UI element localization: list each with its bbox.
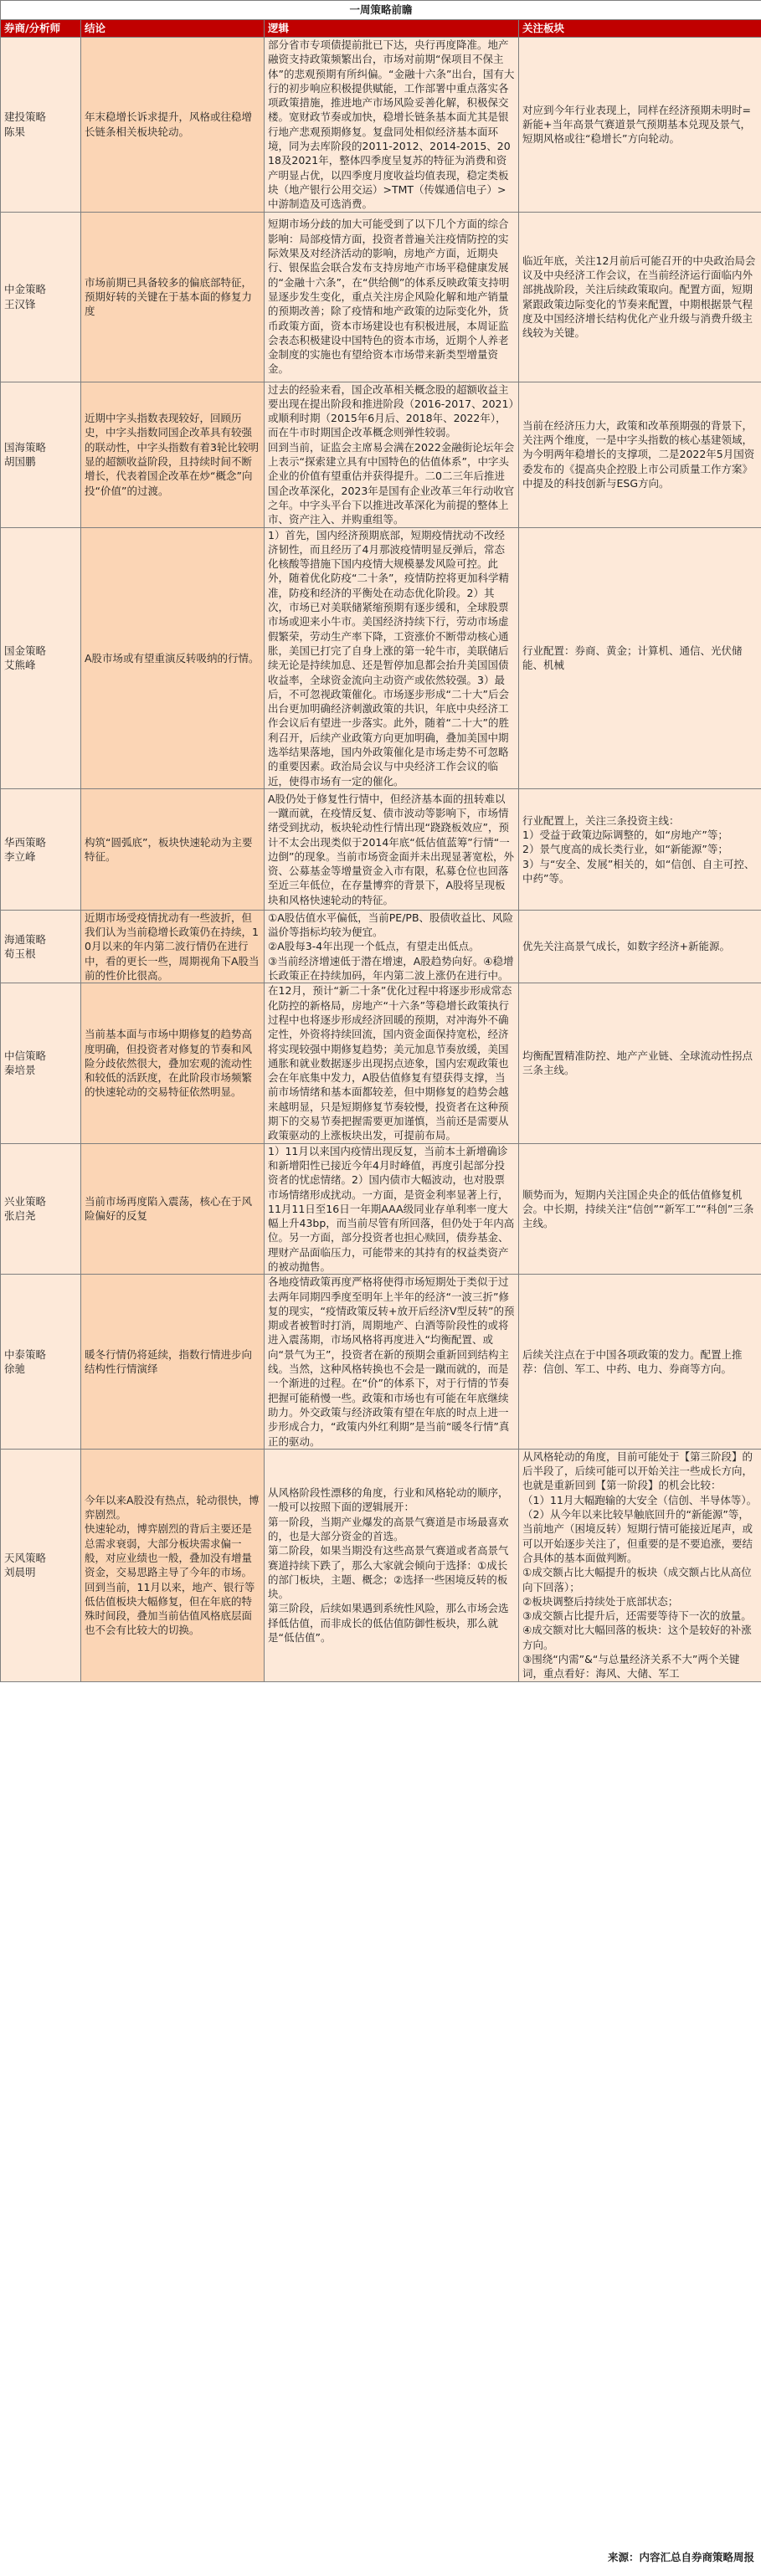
conclusion-cell (81, 38, 265, 213)
conclusion-cell (81, 382, 265, 527)
logic-cell-text: 在12月，预计“新二十条”优化过程中将逐步形成常态化防控的新格局，房地产“十六条”等稳增长政策执行过程中也将逐步形成经济回暖的预期，对冲海外不确定性，外资将持续回流，国内资金面保持宽松，经济将实现较强中期修复趋势；美元加息节奏放缓，美国通胀和就业数据逐步出现拐点迹象，国内宏观政策也会在年底集中发力，A股估值修复有望获得支撑，当前市场情绪和基本面都较差，但中期修复的趋势会越来越明显，只是短期修复节奏较慢，投资者在这种预期下的交易节奏把握需要更加谨慎，当前还是需要从政策驱动的上涨板块出发，可提前布局。 (268, 984, 512, 1142)
conclusion-cell (81, 212, 265, 382)
table-row (1, 1143, 761, 1275)
table-row (1, 788, 761, 910)
sector-cell (519, 983, 761, 1143)
logic-cell (265, 1449, 519, 1681)
logic-cell (265, 1275, 519, 1450)
conclusion-cell-text: A股市场或有望重演反转吸纳的行情。 (85, 651, 260, 665)
logic-cell-text: 1）11月以来国内疫情出现反复，当前本土新增确诊和新增阳性已接近今年4月时峰值，再度引起部分投资者的忧虑情绪。2）国内债市大幅波动，也对股票市场情绪形成扰动。一方面，是资金利率显著上行，11月11日至16日一年期AAA级同业存单利率一度大幅上升43bp，而当前尽管有所回落，但仍处于年内高位。另一方面，部分投资者也担心赎回，债券基金、理财产品面临压力，可能带来的其持有的权益类资产的被动抛售。 (268, 1144, 515, 1273)
logic-cell-text: 过去的经验来看，国企改革相关概念股的超额收益主要出现在提出阶段和推进阶段（2016-2017、2021）或顺利时期（2015年6月后、2018年、2022年），而在牛市时期国企改革概念则弹性较弱。 回到当前，证监会主席易会满在2022金融街论坛年会上表示“探索建立具有中国特色的估值体系”，中字头企业的价值有望重估并获得提升。二0二三年后推进国企改革深化，2023年是国有企业改革三年行动收官之年。中字头平台下以推进改革深化为前提的整体上市、资产注入、并购重组等。 (268, 382, 515, 526)
conclusion-cell (81, 788, 265, 910)
conclusion-cell (81, 527, 265, 788)
table-row (1, 1449, 761, 1681)
sector-cell-text: 从风格轮动的角度，目前可能处于【第三阶段】的后半段了，后续可能可以开始关注一些成长方向，也就是重新回到【第一阶段】的机会比较： （1）11月大幅跑输的大安全（信创、半导体等）。 （2）从今年以来比较早触底回升的“新能源”等，当前地产（困境反转）短期行情可能接近尾声，或可以开始逐步关注了，但重要的是不要追涨，要结合具体的基本面做判断。 ①成交额占比大幅提升的板块（成交额占比从高位向下回落）； ②板块调整后持续处于底部状态； ③成交额占比提升后，还需要等待下一次的放量。 ④成交额对比大幅回落的板块：这个是较好的补涨方向。 ③围绕“内需”&“与总量经济关系不大”两个关键词，重点看好：海风、大储、军工 (522, 1450, 758, 1681)
conclusion-cell-text: 当前市场再度陷入震荡，核心在于风险偏好的反复 (85, 1195, 253, 1223)
broker-analyst-cell-text: 天风策略 刘晨明 (4, 1551, 47, 1579)
broker-analyst-cell-text: 兴业策略 张启尧 (4, 1195, 47, 1223)
logic-cell (265, 38, 519, 213)
broker-analyst-cell-text: 华西策略 李立峰 (4, 835, 47, 863)
conclusion-cell-text: 年末稳增长诉求提升，风格或往稳增长链条相关板块轮动。 (85, 110, 253, 138)
broker-analyst-cell (1, 1449, 81, 1681)
table-title: 一周策略前瞻 (1, 1, 761, 20)
sector-cell-text: 对应到今年行业表现上，同样在经济预期未明时=新能+当年高景气赛道景气预期基本兑现及景气，短期风格或往“稳增长”方向轮动。 (522, 103, 751, 146)
conclusion-cell-text: 暖冬行情仍将延续，指数行情进步向结构性行情演绎 (85, 1347, 253, 1376)
sector-cell (519, 1275, 761, 1450)
header-sector: 关注板块 (519, 20, 761, 38)
broker-analyst-cell-text: 国海策略 胡国鹏 (4, 440, 47, 469)
sector-cell (519, 788, 761, 910)
sector-cell (519, 38, 761, 213)
conclusion-cell-text: 近期中字头指数表现较好，回顾历史，中字头指数同国企改革具有较强的联动性，中字头指数有着3轮比较明显的超额收益阶段，且持续时间不断增长，代表着国企改革在炒“概念”向投“价值”的过渡。 (85, 412, 259, 497)
logic-cell (265, 788, 519, 910)
conclusion-cell-text: 近期市场受疫情扰动有一些波折，但我们认为当前稳增长政策仍在持续，10月以来的年内第二波行情仍在进行中，看的更长一些，周期视角下A股当前的性价比很高。 (85, 911, 260, 983)
sector-cell-text: 行业配置上，关注三条投资主线： 1）受益于政策边际调整的，如“房地产”等； 2）景气度高的成长类行业，如“新能源”等； 3）与“安全、发展”相关的，如“信创、自主可控、中药”等。 (522, 813, 755, 885)
conclusion-cell (81, 983, 265, 1143)
header-org: 券商/分析师 (1, 20, 81, 38)
logic-cell-text: 1）首先，国内经济预期底部，短期疫情扰动不改经济韧性，而且经历了4月那波疫情明显反弹后，常态化核酸等措施下国内疫情大规模暴发风险可控。此外，随着优化防疫“二十条”，疫情防控将更加科学精准，防疫和经济的平衡处在动态优化阶段。2）其次，市场已对美联储紧缩预期有逐步缓和，全球股票市场或迎来小牛市。美国经济持续下行，劳动市场虚假繁荣，劳动生产率下降，工资涨价不断带动核心通胀，美国已打完了自身上涨的第一轮牛市，美联储后续无论是持续加息、还是暂停加息都会抬升美国国债收益率，全球资金流向主动资产或依然较强。3）最后，不可忽视政策催化。市场逐步形成“二十大”后会出台更加明确经济刺激政策的共识，年底中央经济工作会议后有望进一步落实。此外，随着“二十大”的胜利召开，后续产业政策方向更加明确，叠加美国中期选举结果落地，国内外政策催化是市场走势不可忽略的重要因素。政治局会议与中央经济工作会议的临近，使得市场有一定的催化。 (268, 528, 509, 788)
sector-cell (519, 212, 761, 382)
broker-analyst-cell (1, 1275, 81, 1450)
table-row (1, 38, 761, 213)
sector-cell (519, 1143, 761, 1275)
source-note: 来源：内容汇总自券商策略周报 (607, 2551, 754, 2563)
broker-analyst-cell (1, 382, 81, 527)
broker-analyst-cell (1, 983, 81, 1143)
logic-cell-text: 短期市场分歧的加大可能受到了以下几个方面的综合影响：局部疫情方面，投资者普遍关注疫情防控的实际效果及对经济活动的影响，房地产方面，近期央行、银保监会联合发布支持房地产市场平稳健康发展的“金融十六条”，在“供给侧”的体系反映政策支持明显逐步发生变化，重点关注房企风险化解和地产销量的预期改善；除了疫情和地产政策的边际变化外，货币政策方面，资本市场建设也有积极进展，本周证监会表态积极建设中国特色的资本市场，近期个人养老金制度的实施也有望给资本市场带来新类型增量资金。 (268, 218, 510, 376)
broker-analyst-cell (1, 910, 81, 983)
broker-analyst-cell-text: 中泰策略 徐驰 (4, 1347, 47, 1376)
conclusion-cell-text: 当前基本面与市场中期修复的趋势高度明确，但投资者对修复的节奏和风险分歧依然很大，叠加宏观的流动性和较低的活跃度，在此阶段市场频繁的快速轮动的交易特征依然明显。 (85, 1028, 253, 1099)
broker-analyst-cell-text: 建投策略 陈果 (4, 110, 47, 138)
sector-cell (519, 527, 761, 788)
conclusion-cell (81, 1449, 265, 1681)
sector-cell-text: 优先关注高景气成长，如数字经济+新能源。 (522, 940, 730, 953)
conclusion-cell-text: 市场前期已具备较多的偏底部特征，预期好转的关键在于基本面的修复力度 (85, 275, 253, 318)
conclusion-cell-text: 今年以来A股没有热点，轮动很快，博弈剧烈。 快速轮动，博弈剧烈的背后主要还是总需求衰弱，大部分板块需求偏一般，对应业绩也一般，叠加没有增量资金，交易思路主导了今年的市场。 回到当前，11月以来，地产、银行等低估值板块大幅修复，但在年底的特殊时间段，叠加当前估值风格底层面也不会有比较大的切换。 (85, 1493, 260, 1637)
header-conclusion: 结论 (81, 20, 265, 38)
broker-analyst-cell (1, 527, 81, 788)
table-row (1, 1275, 761, 1450)
logic-cell-text: 各地疫情政策再度严格将使得市场短期处于类似于过去两年同期四季度至明年上半年的经济“一波三折”修复的现实，“疫情政策反转+放开后经济V型反转”的预期或者被暂时打消，周期地产、白酒等阶段性的或将进入震荡期，市场风格将再度进入“均衡配置、或向“景气为王”，投资者在新的预期会重新回到结构主线。当然，这种风格转换也不会是一蹴而就的，而是一个渐进的过程。在“价”的体系下，对于行情的节奏把握可能稍慢一些。政策和市场也有可能在年底继续助力。外交政策与经济政策有望在年底的时点上进一步形成合力，“政策内外红利期”是当前“暖冬行情”真正的驱动。 (268, 1275, 515, 1448)
sector-cell-text: 均衡配置精准防控、地产产业链、全球流动性拐点三条主线。 (522, 1049, 753, 1077)
conclusion-cell-text: 构筑“圆弧底”，板块快速轮动为主要特征。 (85, 835, 253, 863)
sector-cell-text: 行业配置：券商、黄金；计算机、通信、光伏储能、机械 (522, 644, 743, 672)
logic-cell-text: 部分省市专项债提前批已下达，央行再度降准。地产融资支持政策频繁出台，市场对前期“保项目不保主体”的悲观预期有所纠偏。“金融十六条”出台，国有大行的初步响应积极提供赋能，工作部署中重点落实各项政策措施，推进地产市场风险妥善化解，积极保交楼。宽财政节奏或加快，稳增长链条基本面尤其是银行地产悲观预期修复。复盘同处相似经济基本面环境，同为去库阶段的2011-2012、2014-2015、2018及2021年，整体四季度呈复苏的特征为消费和资产明显占优，以四季度月度收益均值表现，稳定类板块（地产银行公用交运）>TMT（传媒通信电子）>中游制造及可选消费。 (268, 38, 515, 211)
logic-cell (265, 1143, 519, 1275)
table-row (1, 212, 761, 382)
table-row (1, 382, 761, 527)
sector-cell-text: 临近年底，关注12月前后可能召开的中央政治局会议及中央经济工作会议，在当前经济运行面临内外部挑战阶段，关注后续政策取向。配置方面，短期紧跟政策边际变化的节奏来配置，中期根据景气程度及中国经济增长结构优化产业升级与消费升级主线较为关键。 (522, 254, 756, 340)
broker-analyst-cell (1, 788, 81, 910)
header-logic: 逻辑 (265, 20, 519, 38)
sector-cell-text: 当前在经济压力大，政策和改革预期强的背景下，关注两个维度，一是中字头指数的核心基建领域，为今明两年稳增长的支撑项，二是2022年5月国资委发布的《提高央企控股上市公司质量工作方案》中提及的科技创新与ESG方向。 (522, 418, 755, 490)
broker-analyst-cell-text: 中金策略 王汉锋 (4, 283, 47, 310)
broker-analyst-cell (1, 1143, 81, 1275)
conclusion-cell (81, 1143, 265, 1275)
header-row (1, 20, 761, 38)
logic-cell (265, 212, 519, 382)
logic-cell (265, 983, 519, 1143)
broker-analyst-cell (1, 38, 81, 213)
table-row (1, 527, 761, 788)
sector-cell (519, 382, 761, 527)
sector-cell-text: 后续关注点在于中国各项政策的发力。配置上推荐：信创、军工、中药、电力、券商等方向。 (522, 1347, 743, 1376)
sector-cell (519, 910, 761, 983)
table-row (1, 910, 761, 983)
conclusion-cell (81, 910, 265, 983)
broker-analyst-cell-text: 国金策略 艾熊峰 (4, 644, 47, 672)
broker-analyst-cell-text: 中信策略 秦培景 (4, 1049, 47, 1077)
logic-cell (265, 382, 519, 527)
broker-analyst-cell-text: 海通策略 荀玉根 (4, 932, 47, 961)
table-row (1, 983, 761, 1143)
sector-cell-text: 顺势而为，短期内关注国企央企的低估值修复机会。中长期，持续关注“信创”“新军工”“科创”三条主线。 (522, 1188, 754, 1230)
logic-cell-text: 从风格阶段性漂移的角度，行业和风格轮动的顺序，一般可以按照下面的逻辑展开： 第一阶段，当期产业爆发的高景气赛道是市场最喜欢的，也是大部分资金的首选。 第二阶段，如果当期没有这些高景气赛道或者高景气赛道持续下跌了，那么大家就会倾向于选择：①成长的部门板块，主题、概念；②选择一些困境反转的板块。 第三阶段，后续如果遇到系统性风险，那么市场会选择低估值，而非成长的低估值防御性板块，那么就是“低估值”。 (268, 1486, 509, 1645)
conclusion-cell (81, 1275, 265, 1450)
logic-cell (265, 527, 519, 788)
logic-cell (265, 910, 519, 983)
sector-cell (519, 1449, 761, 1681)
logic-cell-text: A股仍处于修复性行情中，但经济基本面的扭转难以一蹴而就，在疫情反复、债市波动等影响下，市场情绪受到扰动，板块轮动性行情出现“跷跷板效应”，预计不太会出现类似于2014年底“低估值蓝筹”行情“一边倒”的现象。当前市场资金面并未出现显著宽松，外资、公募基金等增量资金入市有限，私募仓位也回落至近三年低位，在存量博弈的背景下，A股将呈现板块和风格快速轮动的特征。 (268, 792, 514, 906)
logic-cell-text: ①A股估值水平偏低，当前PE/PB、股债收益比、风险溢价等指标均较为便宜。 ②A股每3-4年出现一个低点，有望走出低点。 ③当前经济增速低于潜在增速，A股趋势向好。④稳增长政策正在持续加码，年内第二波上涨仍在进行中。 (268, 911, 514, 983)
broker-analyst-cell (1, 212, 81, 382)
